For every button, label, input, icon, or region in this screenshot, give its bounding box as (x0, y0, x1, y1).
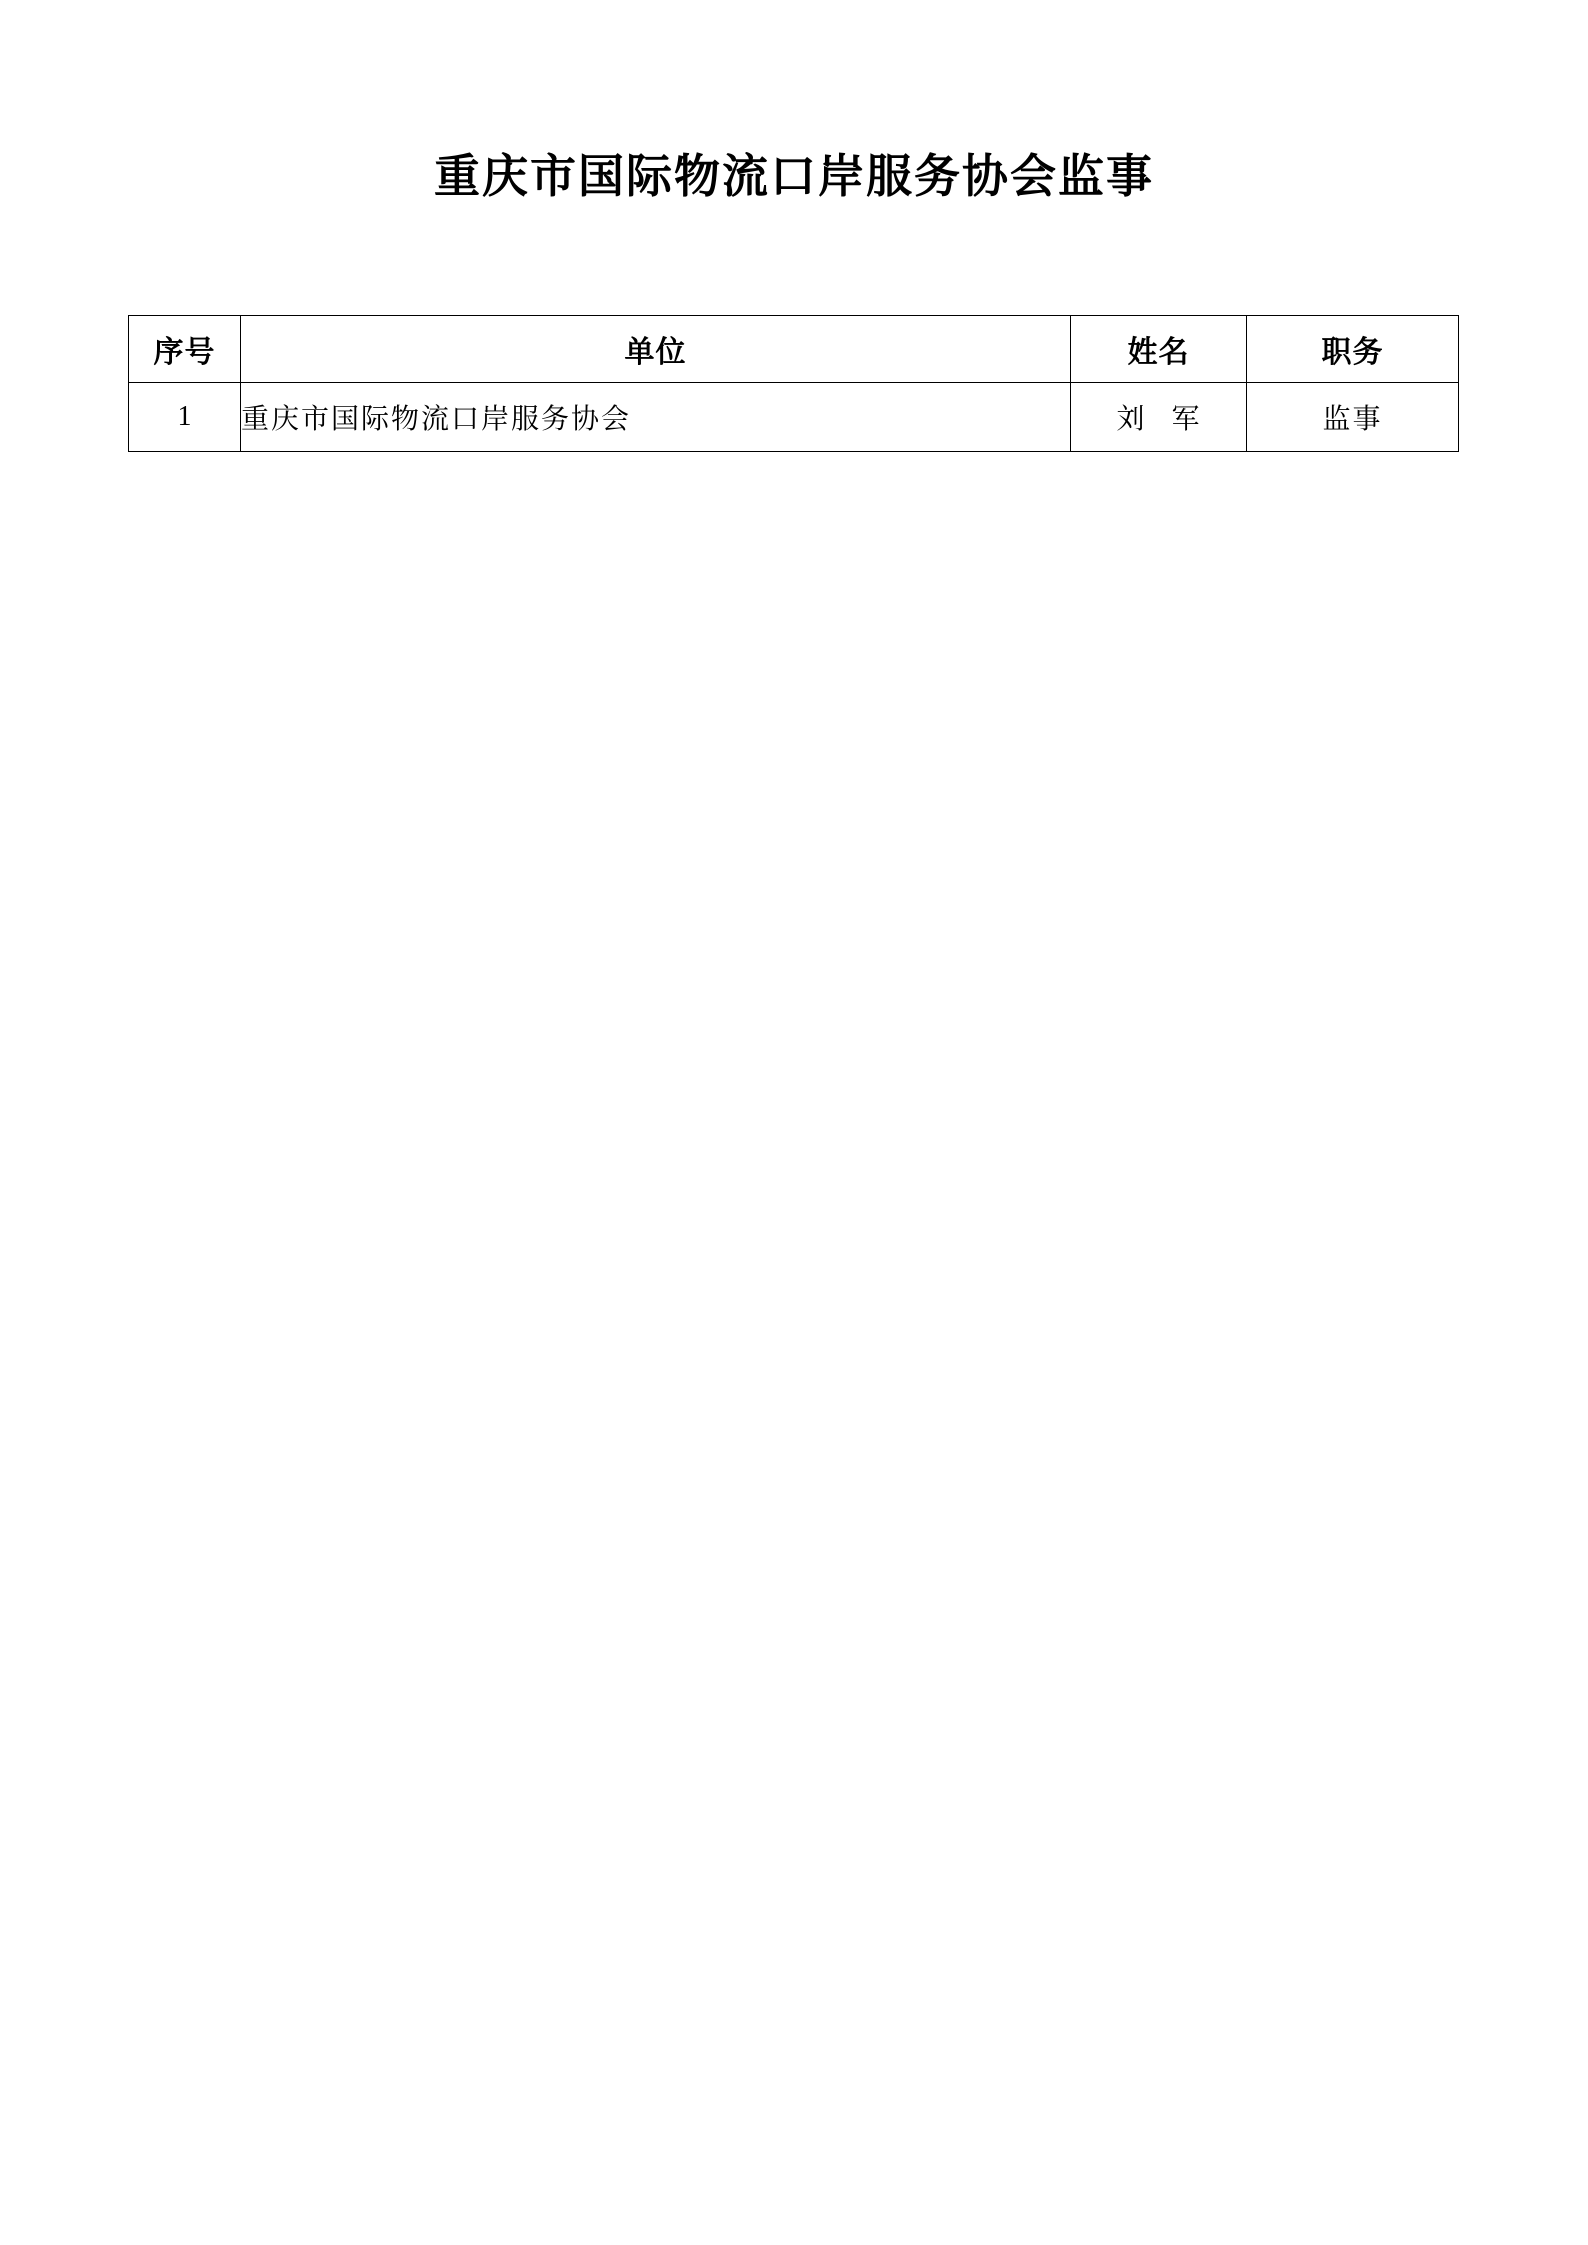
column-header-unit: 单位 (241, 316, 1071, 383)
column-header-name: 姓名 (1071, 316, 1247, 383)
roster-table-container (128, 315, 1458, 452)
cell-role: 监事 (1247, 383, 1459, 452)
name-surname: 刘 (1116, 404, 1146, 435)
cell-name (1071, 383, 1247, 452)
table-row (129, 383, 1459, 452)
name-given: 军 (1171, 404, 1201, 435)
cell-unit: 重庆市国际物流口岸服务协会 (241, 383, 1071, 452)
table-body (129, 383, 1459, 452)
page-title: 重庆市国际物流口岸服务协会监事 (434, 151, 1154, 202)
column-header-seq: 序号 (129, 316, 241, 383)
roster-table (128, 315, 1459, 452)
table-header (129, 316, 1459, 383)
column-header-role: 职务 (1247, 316, 1459, 383)
cell-seq: 1 (129, 383, 241, 452)
table-header-row (129, 316, 1459, 383)
